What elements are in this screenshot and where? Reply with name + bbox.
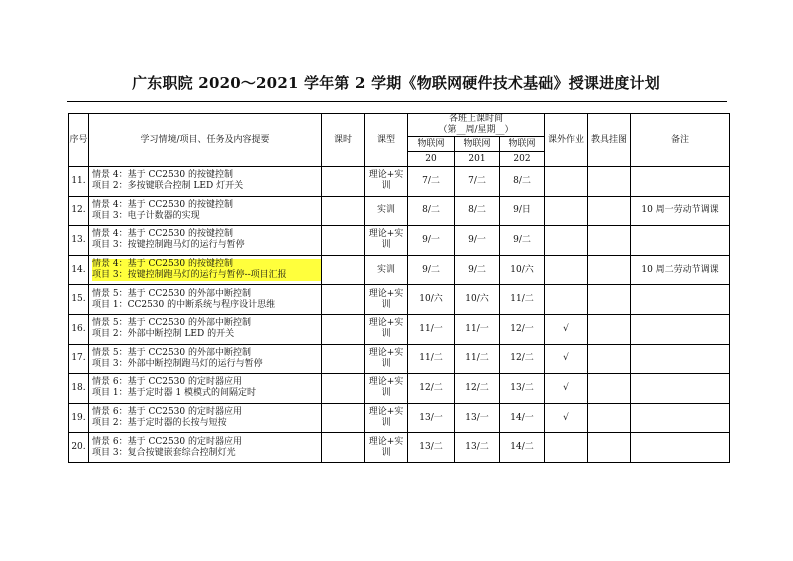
row-content — [89, 344, 322, 374]
row-remark — [631, 403, 730, 433]
row-hours — [322, 167, 365, 197]
row-project: 项目 1：基于定时器 1 模模式的间隔定时 — [92, 388, 257, 399]
table-row — [69, 285, 730, 315]
row-remark — [631, 167, 730, 197]
table-row — [69, 314, 730, 344]
row-content — [89, 403, 322, 433]
header-row-1 — [69, 114, 730, 137]
row-class-2-time: 11/二 — [455, 344, 500, 374]
row-aids — [588, 433, 631, 463]
table-row — [69, 433, 730, 463]
row-context: 情景 5：基于 CC2530 的外部中断控制 — [92, 347, 251, 358]
header-type: 课型 — [365, 114, 408, 167]
row-hours — [322, 255, 365, 285]
row-remark: 10 周一劳动节调课 — [631, 196, 730, 226]
row-number: 14. — [69, 255, 89, 285]
row-aids — [588, 226, 631, 256]
row-aids — [588, 285, 631, 315]
row-class-2-time: 9/二 — [455, 255, 500, 285]
row-class-1-time: 9/一 — [408, 226, 455, 256]
row-content — [89, 374, 322, 404]
header-no: 序号 — [69, 114, 89, 167]
row-class-3-time: 14/一 — [500, 403, 545, 433]
row-aids — [588, 314, 631, 344]
row-content — [89, 433, 322, 463]
row-context: 情景 4：基于 CC2530 的按键控制 — [92, 229, 233, 240]
row-project: 项目 3：按键控制跑马灯的运行与暂停 — [92, 240, 245, 251]
row-hours — [322, 344, 365, 374]
page-title: 广东职院 2020～2021 学年第 2 学期《物联网硬件技术基础》授课进度计划 — [132, 74, 660, 92]
row-class-2-time: 13/二 — [455, 433, 500, 463]
row-hours — [322, 403, 365, 433]
header-hours: 课时 — [322, 114, 365, 167]
row-context: 情景 5：基于 CC2530 的外部中断控制 — [92, 288, 251, 299]
row-class-3-time: 13/二 — [500, 374, 545, 404]
header-class-3-name: 物联网 — [500, 137, 545, 152]
row-context: 情景 6：基于 CC2530 的定时器应用 — [92, 377, 242, 388]
row-class-3-time: 8/二 — [500, 167, 545, 197]
row-hours — [322, 285, 365, 315]
table-row — [69, 344, 730, 374]
row-aids — [588, 167, 631, 197]
row-context: 情景 6：基于 CC2530 的定时器应用 — [92, 407, 242, 418]
row-project: 项目 2：多按键联合控制 LED 灯开关 — [92, 181, 244, 192]
row-class-2-time: 10/六 — [455, 285, 500, 315]
row-homework — [545, 285, 588, 315]
row-number: 16. — [69, 314, 89, 344]
row-class-2-time: 9/一 — [455, 226, 500, 256]
row-number: 13. — [69, 226, 89, 256]
row-homework — [545, 255, 588, 285]
row-remark — [631, 374, 730, 404]
row-remark — [631, 285, 730, 315]
table-row — [69, 255, 730, 285]
row-type: 理论+实训 — [365, 167, 408, 197]
row-class-1-time: 9/二 — [408, 255, 455, 285]
row-content — [89, 226, 322, 256]
schedule-table — [68, 113, 730, 463]
row-content — [89, 255, 322, 285]
row-number: 18. — [69, 374, 89, 404]
row-content — [89, 167, 322, 197]
header-class-1-name: 物联网 — [408, 137, 455, 152]
row-context: 情景 4：基于 CC2530 的按键控制 — [92, 259, 321, 270]
row-aids — [588, 196, 631, 226]
title-underline — [67, 101, 727, 102]
row-class-3-time: 14/二 — [500, 433, 545, 463]
row-type: 理论+实训 — [365, 314, 408, 344]
row-type: 实训 — [365, 255, 408, 285]
header-schedule-title: 各班上课时间 — [449, 114, 504, 124]
row-type: 理论+实训 — [365, 433, 408, 463]
row-project: 项目 1：CC2530 的中断系统与程序设计思维 — [92, 299, 276, 310]
row-hours — [322, 314, 365, 344]
header-aids: 教具挂图 — [588, 114, 631, 167]
row-homework: √ — [545, 374, 588, 404]
row-remark — [631, 314, 730, 344]
row-aids — [588, 344, 631, 374]
row-class-2-time: 8/二 — [455, 196, 500, 226]
header-class-2-num: 201 — [455, 152, 500, 167]
row-homework — [545, 167, 588, 197]
row-type: 理论+实训 — [365, 285, 408, 315]
row-homework: √ — [545, 403, 588, 433]
row-class-1-time: 13/一 — [408, 403, 455, 433]
row-class-1-time: 11/一 — [408, 314, 455, 344]
row-hours — [322, 374, 365, 404]
row-project: 项目 2：外部中断控制 LED 的开关 — [92, 329, 235, 340]
row-content — [89, 285, 322, 315]
schedule-body — [69, 167, 730, 463]
row-class-1-time: 8/二 — [408, 196, 455, 226]
row-class-1-time: 11/二 — [408, 344, 455, 374]
table-row — [69, 374, 730, 404]
row-number: 17. — [69, 344, 89, 374]
row-project: 项目 3：复合按键嵌套综合控制灯光 — [92, 447, 236, 458]
table-row — [69, 403, 730, 433]
row-remark — [631, 226, 730, 256]
row-aids — [588, 374, 631, 404]
row-homework — [545, 226, 588, 256]
row-hours — [322, 226, 365, 256]
row-homework: √ — [545, 314, 588, 344]
row-class-3-time: 9/二 — [500, 226, 545, 256]
row-class-1-time: 13/二 — [408, 433, 455, 463]
row-homework: √ — [545, 344, 588, 374]
header-homework: 课外作业 — [545, 114, 588, 167]
row-remark: 10 周二劳动节调课 — [631, 255, 730, 285]
row-aids — [588, 255, 631, 285]
row-remark — [631, 433, 730, 463]
row-class-1-time: 7/二 — [408, 167, 455, 197]
row-number: 11. — [69, 167, 89, 197]
row-context: 情景 4：基于 CC2530 的按键控制 — [92, 199, 233, 210]
table-row — [69, 226, 730, 256]
row-number: 19. — [69, 403, 89, 433]
header-class-2-name: 物联网 — [455, 137, 500, 152]
row-class-3-time: 12/一 — [500, 314, 545, 344]
row-aids — [588, 403, 631, 433]
row-hours — [322, 196, 365, 226]
header-class-1-num: 20 — [408, 152, 455, 167]
row-content — [89, 196, 322, 226]
row-project: 项目 2：基于定时器的长按与短按 — [92, 418, 227, 429]
header-schedule — [408, 114, 545, 137]
row-class-3-time: 9/日 — [500, 196, 545, 226]
row-class-2-time: 13/一 — [455, 403, 500, 433]
row-context: 情景 4：基于 CC2530 的按键控制 — [92, 170, 233, 181]
row-type: 理论+实训 — [365, 226, 408, 256]
header-remark: 备注 — [631, 114, 730, 167]
row-class-2-time: 7/二 — [455, 167, 500, 197]
row-type: 实训 — [365, 196, 408, 226]
header-content: 学习情境/项目、任务及内容提要 — [89, 114, 322, 167]
row-context: 情景 5：基于 CC2530 的外部中断控制 — [92, 318, 251, 329]
row-project: 项目 3：电子计数器的实现 — [92, 210, 200, 221]
row-number: 12. — [69, 196, 89, 226]
row-remark — [631, 344, 730, 374]
row-class-1-time: 12/二 — [408, 374, 455, 404]
row-class-2-time: 11/一 — [455, 314, 500, 344]
header-schedule-sub: （第__周/星期__） — [438, 125, 514, 135]
row-number: 20. — [69, 433, 89, 463]
row-homework — [545, 433, 588, 463]
row-class-3-time: 12/二 — [500, 344, 545, 374]
row-class-3-time: 10/六 — [500, 255, 545, 285]
row-class-3-time: 11/二 — [500, 285, 545, 315]
row-class-1-time: 10/六 — [408, 285, 455, 315]
row-homework — [545, 196, 588, 226]
row-content — [89, 314, 322, 344]
header-class-3-num: 202 — [500, 152, 545, 167]
row-context: 情景 6：基于 CC2530 的定时器应用 — [92, 436, 242, 447]
row-project: 项目 3：按键控制跑马灯的运行与暂停--项目汇报 — [92, 270, 321, 281]
row-type: 理论+实训 — [365, 403, 408, 433]
row-class-2-time: 12/二 — [455, 374, 500, 404]
row-type: 理论+实训 — [365, 344, 408, 374]
table-row — [69, 167, 730, 197]
table-row — [69, 196, 730, 226]
row-hours — [322, 433, 365, 463]
row-project: 项目 3：外部中断控制跑马灯的运行与暂停 — [92, 358, 263, 369]
row-number: 15. — [69, 285, 89, 315]
row-type: 理论+实训 — [365, 374, 408, 404]
